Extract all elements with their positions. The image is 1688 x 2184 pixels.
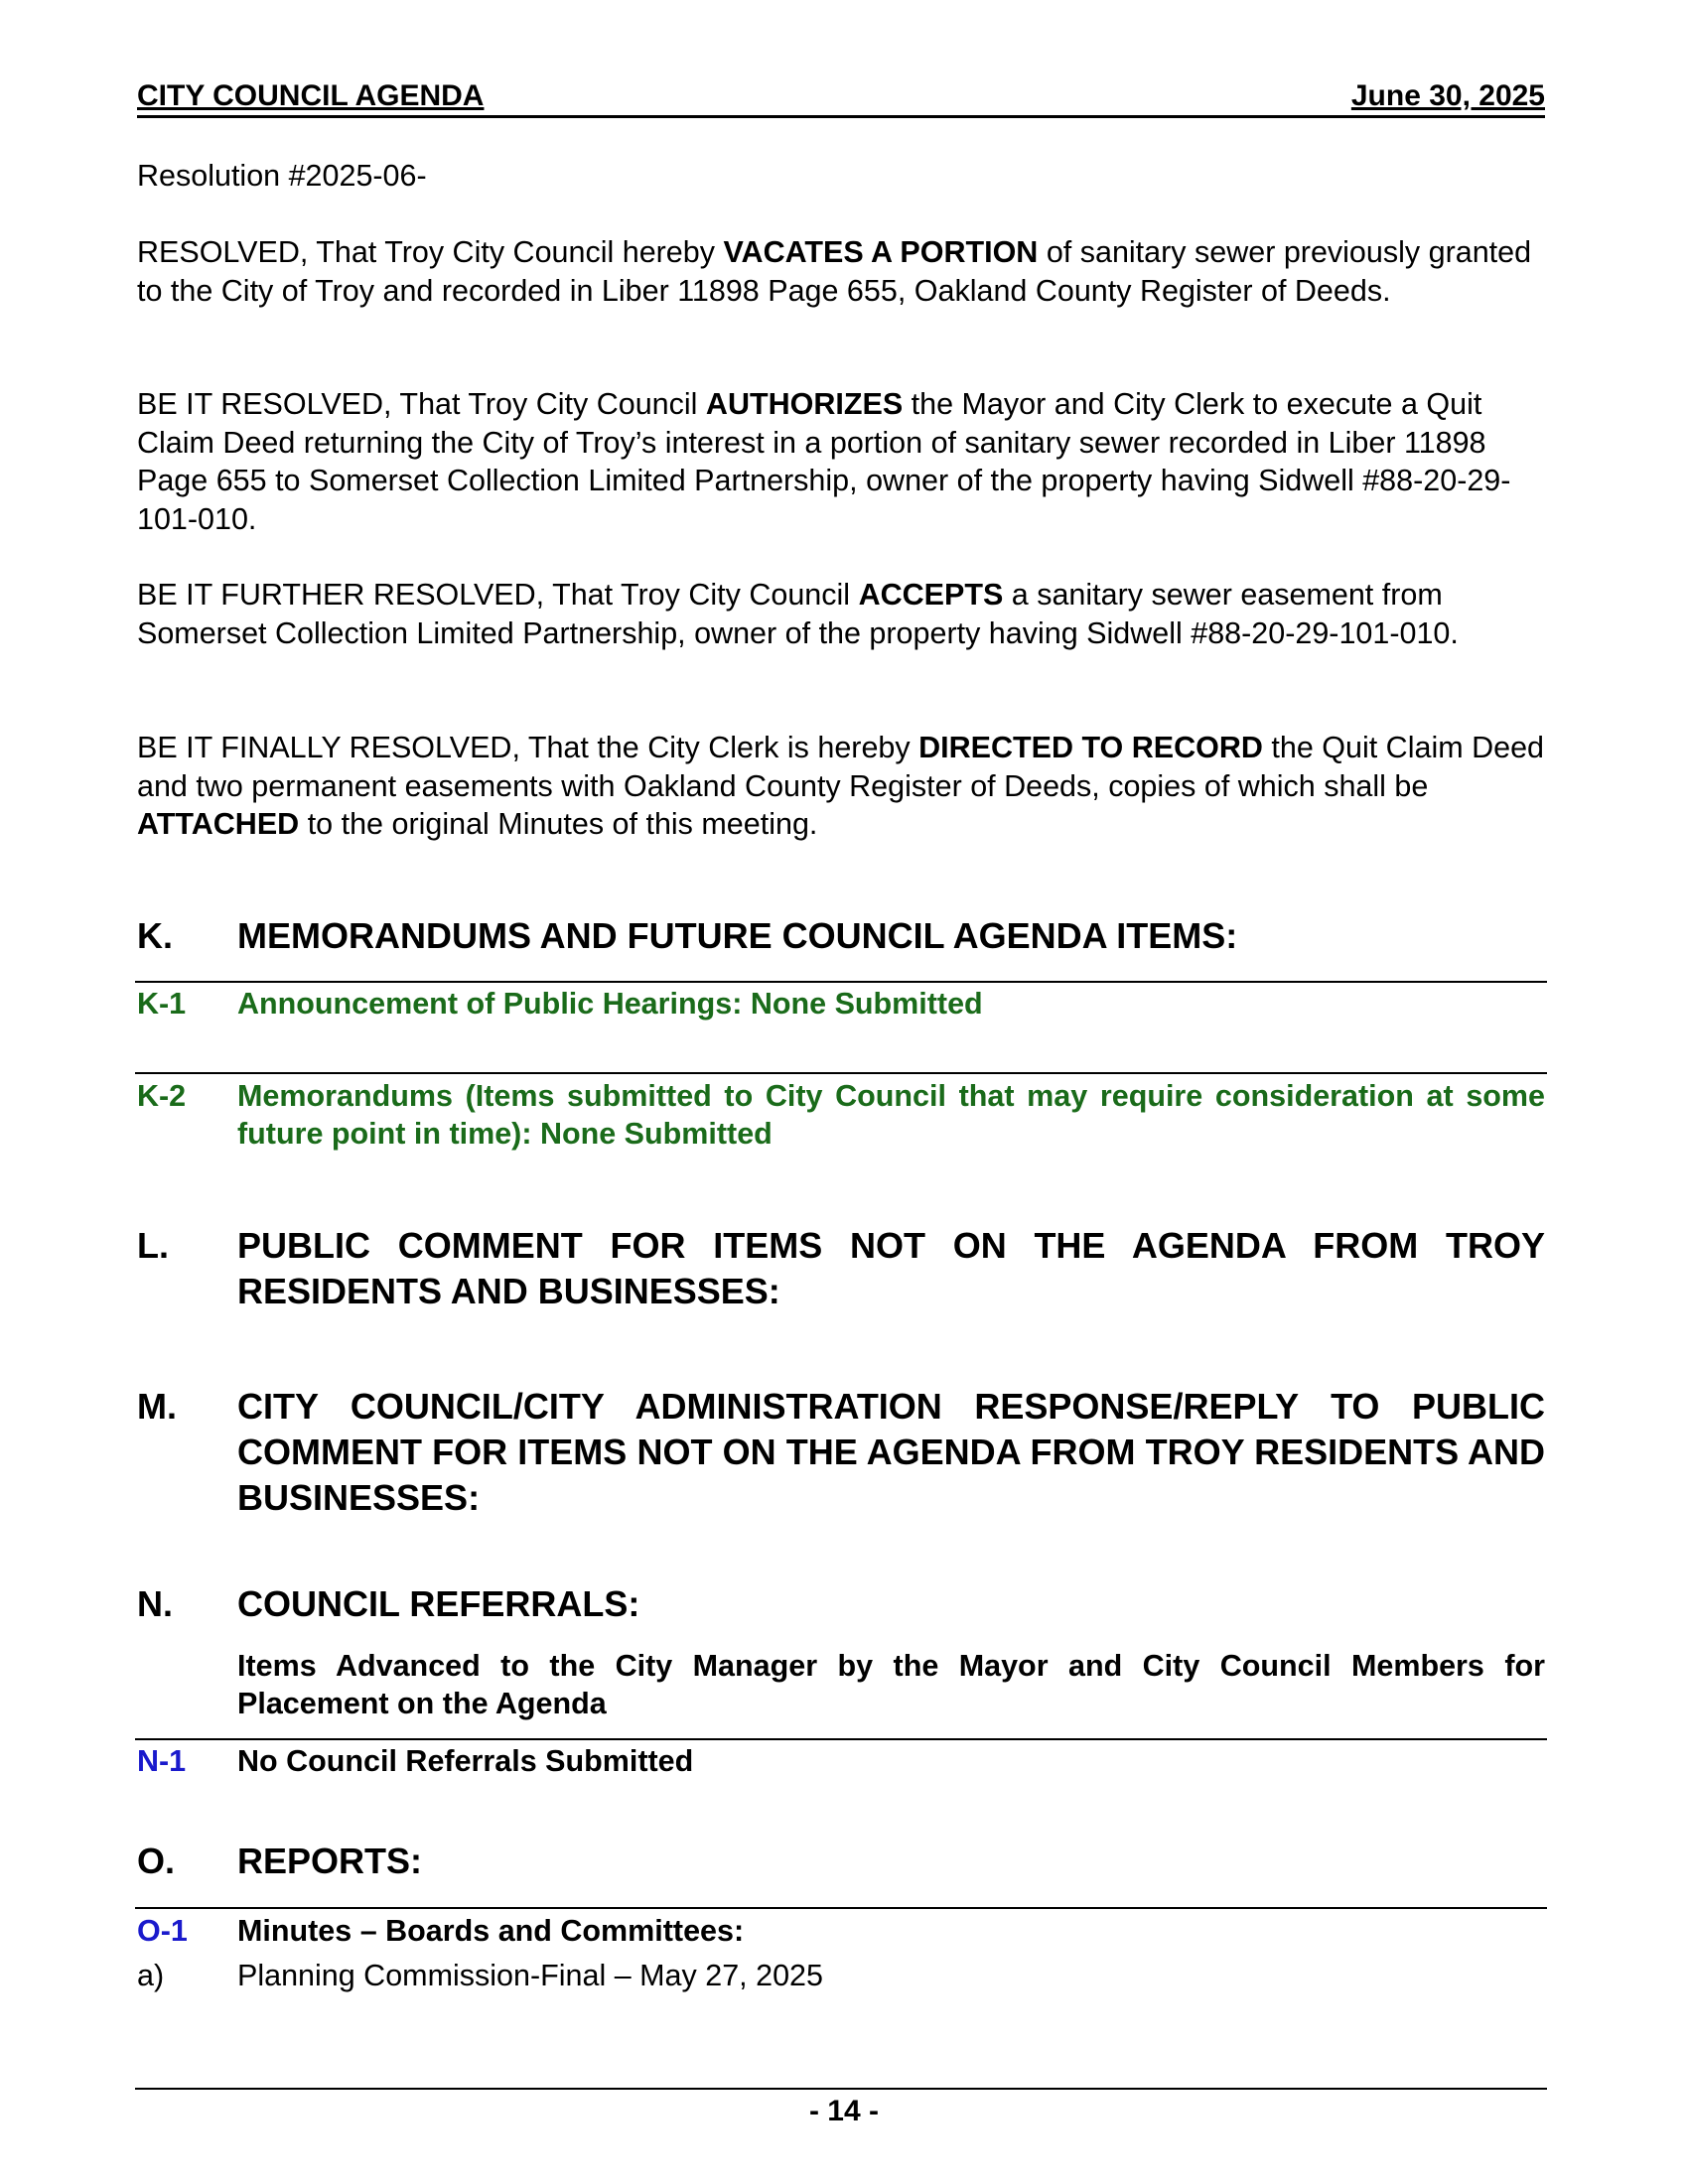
item-number: K-2 (137, 1079, 187, 1113)
item-text: Announcement of Public Hearings: None Submitted (237, 987, 983, 1021)
item-number: O-1 (137, 1914, 188, 1948)
section-letter: K. (137, 915, 173, 956)
footer-divider (135, 2088, 1547, 2090)
page-header (137, 79, 1545, 118)
item-number: N-1 (137, 1744, 187, 1778)
section-title: REPORTS: (237, 1841, 423, 1881)
resolution-number: Resolution #2025-06- (137, 159, 427, 193)
subitem-text: Planning Commission-Final – May 27, 2025 (237, 1959, 823, 1992)
section-title: MEMORANDUMS AND FUTURE COUNCIL AGENDA ITEMS: (237, 915, 1238, 956)
section-title: CITY COUNCIL/CITY ADMINISTRATION RESPONSE/REPLY TO PUBLIC COMMENT FOR ITEMS NOT ON THE AGENDA FROM TROY RESIDENTS AND BUSINESSES: (237, 1386, 1545, 1518)
resolution-paragraph-3: BE IT FURTHER RESOLVED, That Troy City Council ACCEPTS a sanitary sewer easement from Somerset Collection Limited Partnership, owner of the property having Sidwell #88-20-29-101-010. (137, 578, 1459, 650)
section-title: COUNCIL REFERRALS: (237, 1583, 640, 1624)
header-date: June 30, 2025 (1350, 79, 1545, 112)
item-text: Memorandums (Items submitted to City Council that may require consideration at some future point in time): None Submitted (237, 1079, 1545, 1151)
section-letter: O. (137, 1841, 176, 1881)
header-title: CITY COUNCIL AGENDA (137, 79, 485, 112)
item-text: No Council Referrals Submitted (237, 1744, 694, 1778)
resolution-paragraph-2: BE IT RESOLVED, That Troy City Council AUTHORIZES the Mayor and City Clerk to execute a Quit Claim Deed returning the City of Troy’s interest in a portion of sanitary sewer recorded in Liber 11898 Page 655 to Somerset Collection Limited Partnership, owner of the property having Sidwell #88-20-29-101-010. (137, 387, 1511, 536)
page-number: - 14 - (808, 2095, 880, 2127)
item-number: K-1 (137, 987, 187, 1021)
section-letter: M. (137, 1386, 177, 1427)
item-text: Minutes – Boards and Committees: (237, 1914, 745, 1948)
divider (135, 981, 1547, 983)
section-letter: L. (137, 1225, 169, 1266)
resolution-paragraph-1: RESOLVED, That Troy City Council hereby VACATES A PORTION of sanitary sewer previously granted to the City of Troy and recorded in Liber 11898 Page 655, Oakland County Register of Deeds. (137, 235, 1532, 308)
section-letter: N. (137, 1583, 173, 1624)
subitem-label: a) (137, 1959, 165, 1992)
divider (135, 1738, 1547, 1740)
resolution-paragraph-4: BE IT FINALLY RESOLVED, That the City Clerk is hereby DIRECTED TO RECORD the Quit Claim Deed and two permanent easements with Oakland County Register of Deeds, copies of which shall be ATTACHED to the original Minutes of this meeting. (137, 731, 1545, 841)
section-title: PUBLIC COMMENT FOR ITEMS NOT ON THE AGENDA FROM TROY RESIDENTS AND BUSINESSES: (237, 1225, 1545, 1311)
divider (135, 1907, 1547, 1909)
divider (135, 1072, 1547, 1074)
